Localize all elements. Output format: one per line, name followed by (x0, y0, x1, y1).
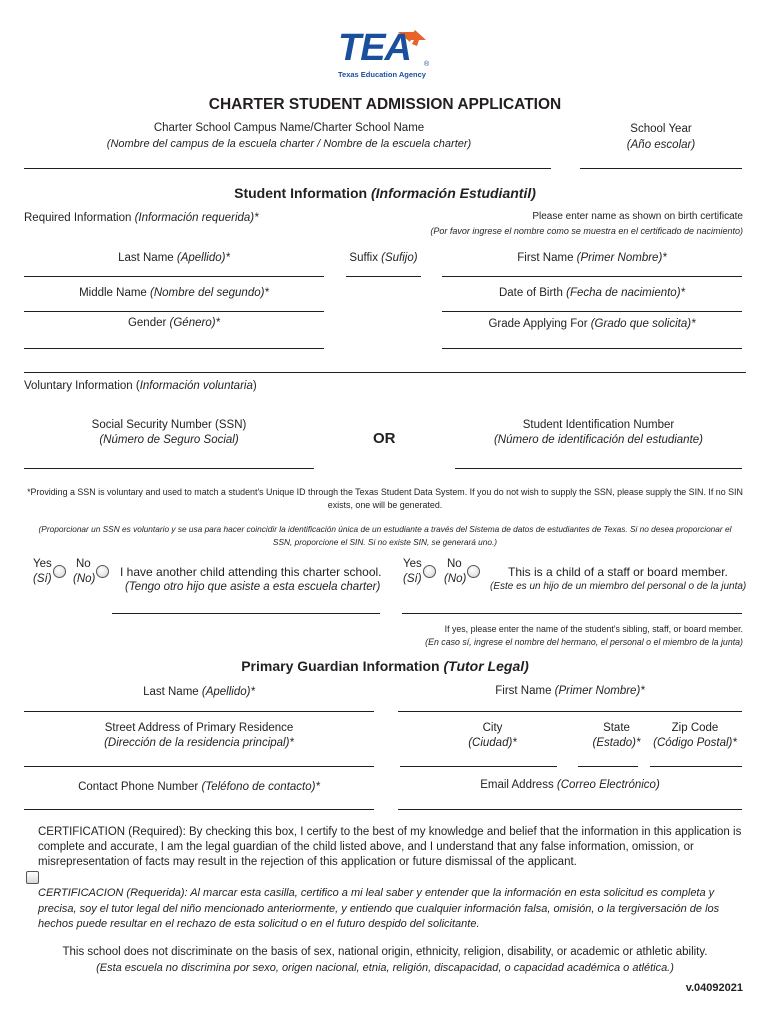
state-field[interactable] (578, 766, 638, 767)
guardian-first-name-label: First Name (Primer Nombre)* (495, 685, 645, 697)
phone-label: Contact Phone Number (Teléfono de contacto)* (78, 781, 320, 793)
campus-name-label: Charter School Campus Name/Charter School Name (153, 122, 425, 134)
nondiscrimination-statement: This school does not discriminate on the basis of sex, national origin, ethnicity, religion, disability, or academic or athletic ability. (62, 946, 708, 958)
sibling-name-field-2[interactable] (402, 613, 742, 614)
or-label: OR (373, 430, 396, 447)
middle-name-field[interactable] (24, 311, 324, 312)
section-divider (24, 372, 746, 373)
guardian-first-name-field[interactable] (398, 711, 742, 712)
campus-name-label-es: (Nombre del campus de la escuela charter / Nombre de la escuela charter) (106, 138, 472, 150)
city-field[interactable] (400, 766, 557, 767)
school-year-label-es: (Año escolar) (626, 139, 696, 151)
state-label-es: (Estado)* (592, 737, 641, 749)
guardian-last-name-label: Last Name (Apellido)* (143, 686, 255, 698)
school-year-field[interactable] (580, 168, 742, 169)
first-name-field[interactable] (442, 276, 742, 277)
tea-wordmark: TEA (338, 27, 411, 69)
street-address-label-es: (Dirección de la residencia principal)* (104, 737, 294, 749)
zip-field[interactable] (650, 766, 742, 767)
ssn-field[interactable] (24, 468, 314, 469)
zip-label: Zip Code (671, 722, 719, 734)
student-section-title: Student Information (Información Estudiantil) (234, 185, 536, 201)
q1-no-label: No (76, 558, 91, 570)
city-label: City (482, 722, 503, 734)
email-field[interactable] (398, 809, 742, 810)
campus-name-field[interactable] (24, 168, 551, 169)
sid-field[interactable] (455, 468, 742, 469)
q1-yes-radio[interactable] (53, 565, 66, 578)
q1-yes-label-es: (Sí) (33, 573, 52, 585)
last-name-label: Last Name (Apellido)* (118, 252, 230, 264)
q1-no-label-es: (No) (73, 573, 96, 585)
sid-label: Student Identification Number (522, 419, 675, 431)
q2-text: This is a child of a staff or board member. (508, 565, 728, 579)
q2-yes-radio[interactable] (423, 565, 436, 578)
birth-cert-note-es: (Por favor ingrese el nombre como se muestra en el certificado de nacimiento) (430, 226, 743, 236)
q1-text: I have another child attending this charter school. (120, 565, 382, 579)
q2-yes-label-es: (Sí) (403, 573, 422, 585)
street-address-field[interactable] (24, 766, 374, 767)
phone-field[interactable] (24, 809, 374, 810)
suffix-field[interactable] (346, 276, 421, 277)
q2-no-radio[interactable] (467, 565, 480, 578)
street-address-label: Street Address of Primary Residence (104, 722, 294, 734)
tea-logo (336, 27, 436, 82)
if-yes-note-es: (En caso sí, ingrese el nombre del hermano, el personal o el miembro de la junta) (425, 637, 743, 647)
certification-text: CERTIFICATION (Required): By checking this box, I certify to the best of my knowledge and belief that the information in this application is complete and accurate, I am the legal guardian of the child listed above, and I understand that any false information, omission, or misrepresentation of facts may result in the rejection of this application or future dismissal of the applicant. (38, 826, 742, 868)
birth-cert-note: Please enter name as shown on birth certificate (532, 211, 743, 222)
dob-label: Date of Birth (Fecha de nacimiento)* (498, 287, 686, 299)
city-label-es: (Ciudad)* (468, 737, 517, 749)
email-label: Email Address (Correo Electrónico) (480, 779, 660, 791)
q1-no-radio[interactable] (96, 565, 109, 578)
nondiscrimination-statement-es: (Esta escuela no discrimina por sexo, origen nacional, etnia, religión, discapacidad, o capacidad académica o atlética.) (96, 962, 674, 974)
grade-label: Grade Applying For (Grado que solicita)* (488, 318, 696, 330)
tea-agency-name: Texas Education Agency (338, 70, 426, 79)
sid-label-es: (Número de identificación del estudiante) (493, 434, 704, 446)
ssn-label: Social Security Number (SSN) (91, 419, 247, 431)
school-year-label: School Year (630, 123, 692, 135)
first-name-label: First Name (Primer Nombre)* (517, 252, 667, 264)
q1-text-es: (Tengo otro hijo que asiste a esta escuela charter) (125, 581, 381, 593)
guardian-last-name-field[interactable] (24, 711, 374, 712)
dob-field[interactable] (442, 311, 742, 312)
if-yes-note: If yes, please enter the name of the student's sibling, staff, or board member. (444, 624, 743, 634)
certification-checkbox[interactable] (26, 871, 39, 884)
ssn-note: *Providing a SSN is voluntary and used to match a student's Unique ID through the Texas Student Data System. If you do not wish to supply the SSN, please supply the SIN. If no SIN exists, one will be generated. (27, 487, 743, 510)
last-name-field[interactable] (24, 276, 324, 277)
grade-field[interactable] (442, 348, 742, 349)
q1-yes-label: Yes (33, 558, 52, 570)
q2-text-es: (Este es un hijo de un miembro del personal o de la junta) (490, 581, 747, 592)
gender-field[interactable] (24, 348, 324, 349)
guardian-section-title: Primary Guardian Information (Tutor Legal) (241, 658, 529, 674)
form-version: v.04092021 (685, 982, 743, 994)
middle-name-label: Middle Name (Nombre del segundo)* (79, 287, 269, 299)
form-title: CHARTER STUDENT ADMISSION APPLICATION (208, 96, 562, 113)
sibling-name-field-1[interactable] (112, 613, 380, 614)
q2-no-label: No (447, 558, 462, 570)
q2-no-label-es: (No) (444, 573, 467, 585)
certification-text-es: CERTIFICACION (Requerida): Al marcar esta casilla, certifico a mi leal saber y entender que la información en esta solicitud es completa y precisa, soy el tutor legal del niño mencionado anteriormente, y entiendo que cualquier información falsa, omisión, o la tergiversación de los hechos puede resultar en el rechazo de esta solicitud o en el futuro despido del solicitante. (38, 887, 720, 930)
required-info-label: Required Information (Información requerida)* (24, 212, 259, 224)
tea-registered-mark: ® (424, 61, 430, 68)
ssn-note-es: (Proporcionar un SSN es voluntario y se usa para hacer coincidir la identificación única de un estudiante a través del Sistema de datos de estudiantes de Texas. Si no desea proporcionar el SSN, proporcione el SIN. Si no existe SIN, se generará uno.) (38, 524, 732, 547)
voluntary-info-label: Voluntary Information (Información voluntaria) (24, 380, 257, 392)
zip-label-es: (Código Postal)* (653, 737, 737, 749)
q2-yes-label: Yes (403, 558, 422, 570)
gender-label: Gender (Género)* (127, 317, 221, 329)
suffix-label: Suffix (Sufijo) (349, 252, 418, 264)
ssn-label-es: (Número de Seguro Social) (99, 434, 239, 446)
state-label: State (603, 722, 630, 734)
